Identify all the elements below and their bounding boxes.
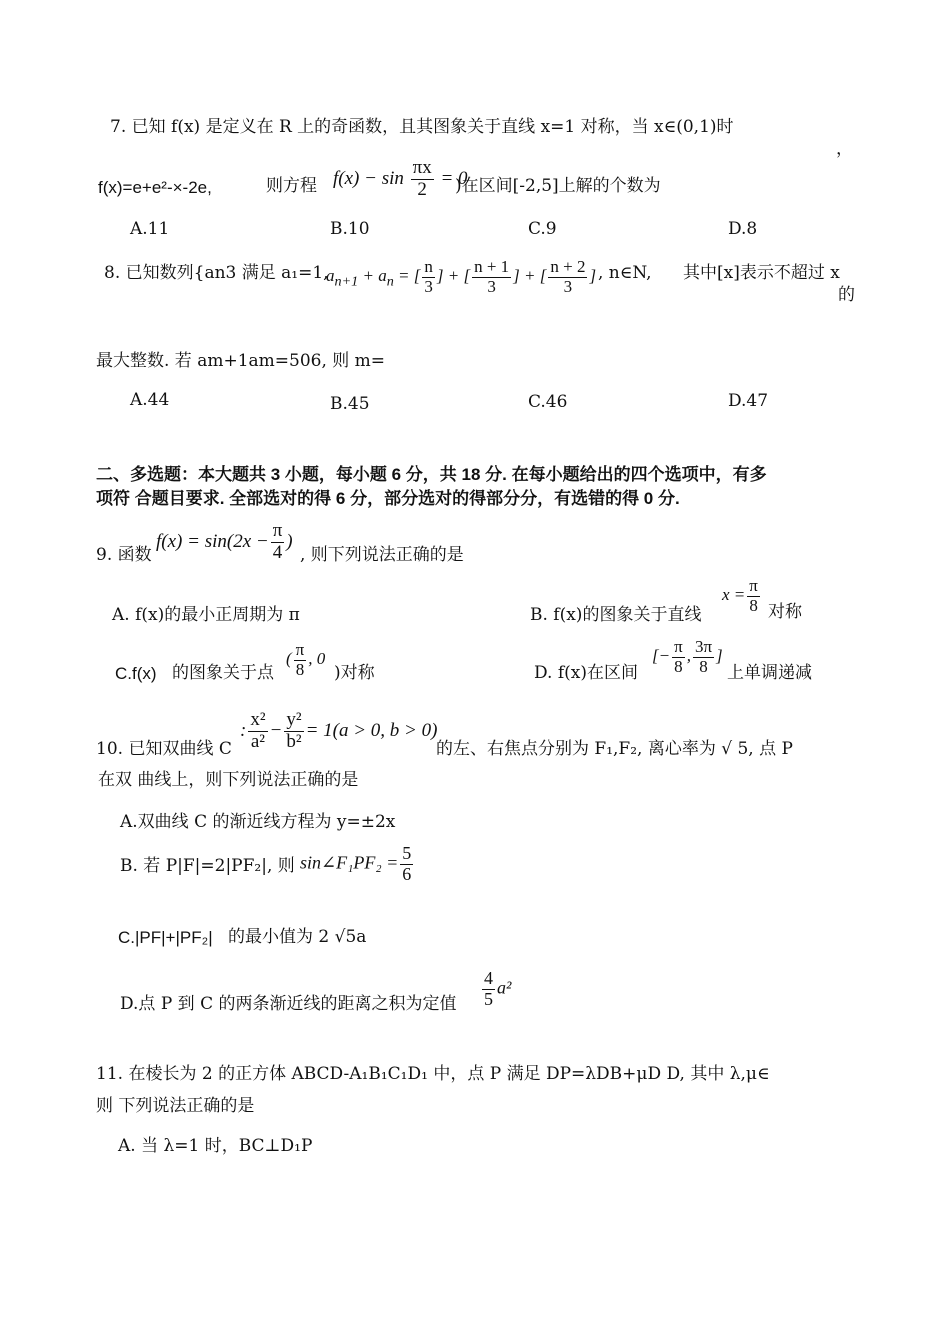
section2-instructions-line2: 项符 合题目要求. 全部选对的得 6 分，部分选对的得部分分，有选错的得 0 分. [96,489,680,508]
q9-f-end: ) [286,530,293,552]
q8-f-sub2: n [386,273,394,290]
q8-recurrence-formula [326,258,596,296]
q10-option-d-prefix: D.点 P 到 C 的两条渐近线的距离之积为定值 [120,994,457,1014]
q9-option-c-prefix: C.f(x) [115,664,157,683]
q9-d-close: ] [716,646,723,666]
q7-equation-prefix: 则方程 [266,176,317,196]
q8-option-a: A.44 [130,390,170,410]
q7-stem-line1: 7. 已知 f(x) 是定义在 R 上的奇函数，且其图象关于直线 x=1 对称，当 x∈(0,1)时 [110,117,734,137]
q8-f-num2: n + 1 [474,257,510,276]
q8-f-end: ] [589,266,597,286]
q8-option-b: B.45 [330,394,370,414]
q9-option-c-suffix: )对称 [334,663,375,683]
q7-eq-denominator: 2 [417,178,427,200]
q9-option-c-middle: 的图象关于点 [172,663,274,683]
q9-f-num: π [272,520,283,541]
q9-f-den: 4 [272,541,283,563]
q8-stem-line2: 最大整数. 若 am+1am=506, 则 m= [96,351,386,371]
q7-option-a: A.11 [130,219,170,239]
q9-d-num2: 3π [694,637,713,656]
q10-f-minus: − [269,719,283,741]
q10-option-c-prefix: C.|PF|+|PF₂| [118,928,213,947]
q7-function-definition: f(x)=e+e²-×-2e, [98,178,212,197]
q9-d-num1: π [674,637,683,656]
q8-f-den3: 3 [563,276,573,296]
q10-hyperbola-formula [240,710,437,753]
q9-option-d-prefix: D. f(x)在区间 [534,663,638,683]
q9-d-comma: , [686,646,691,666]
q8-condition: , n∈N, [598,263,652,283]
q8-f-num1: n [424,257,433,276]
q10-b-num: 5 [402,843,412,863]
q8-f-sub1: n+1 [334,273,359,290]
q10-d-den: 5 [484,988,493,1009]
q10-d-a: a² [497,977,512,998]
q9-f-lhs: f(x) = sin(2x − [156,530,269,552]
q10-f-num1: x² [250,709,266,730]
q9-d-open: [− [652,646,671,666]
q9-option-c-formula [286,641,325,679]
q8-option-d: D.47 [728,391,769,411]
q10-option-b-formula [300,844,415,885]
q9-option-d-suffix: 上单调递减 [727,663,812,683]
q10-b-math: sin∠F₁PF₂ = [300,852,399,873]
q9-option-b-formula [722,577,762,615]
q9-b-num: π [749,576,758,595]
q8-f-den2: 3 [487,276,496,296]
q10-f-den1: a² [250,730,265,752]
q10-prefix: 10. 已知双曲线 C [96,739,232,759]
q9-option-b-prefix: B. f(x)的图象关于直线 [530,605,702,625]
q9-option-d-formula [652,638,723,676]
q9-suffix: , 则下列说法正确的是 [300,545,464,565]
q8-f-plus1: ] + [ [436,266,471,286]
q11-option-a: A. 当 λ=1 时，BC⊥D₁P [118,1136,313,1156]
q10-option-a: A.双曲线 C 的渐近线方程为 y=±2x [120,812,396,832]
q8-f-mid: + a [358,266,387,286]
q9-d-den1: 8 [674,656,683,676]
q9-option-b-suffix: 对称 [768,602,802,622]
q8-stem-tail: 其中[x]表示不超过 x [683,263,840,283]
q7-equation-suffix: )在区间[-2,5]上解的个数为 [455,176,661,196]
q7-eq-rhs: = 0 [440,167,468,189]
q8-f-num3: n + 2 [550,257,586,276]
q7-comma: ， [836,139,853,159]
q9-c-comma: , 0 [308,649,326,669]
q10-d-num: 4 [484,968,493,988]
q9-option-a: A. f(x)的最小正周期为 π [112,605,300,625]
section2-instructions-line1: 二、多选题：本大题共 3 小题，每小题 6 分，共 18 分. 在每小题给出的四个选项中，有多 [96,465,767,484]
q10-option-b-prefix: B. 若 P|F|=2|PF₂|, 则 [120,856,295,876]
q11-stem-line1: 11. 在棱长为 2 的正方体 ABCD-A₁B₁C₁D₁ 中，点 P 满足 DP=λDB+μD D, 其中 λ,μ∈ [96,1064,770,1084]
q9-prefix: 9. 函数 [96,545,152,565]
q10-option-c-suffix: 的最小值为 2 √5a [228,927,367,947]
q11-stem-line2: 则 下列说法正确的是 [96,1096,255,1116]
q8-stem-tail2: 的 [838,285,855,305]
q7-option-c: C.9 [528,219,557,239]
q7-option-b: B.10 [330,219,370,239]
q8-f-plus2: ] + [ [513,266,547,286]
q8-stem-intro: 8. 已知数列{an3 满足 a₁=1, [104,263,329,283]
q10-f-colon: : [240,719,247,741]
q8-f-a: a [326,266,335,286]
q7-eq-numerator: πx [412,157,432,178]
q10-f-den2: b² [286,730,302,752]
q8-f-eq: = [ [393,266,421,286]
q9-c-num: π [295,640,305,659]
q10-option-d-formula [480,969,511,1010]
q10-f-rhs: = 1(a > 0, b > 0) [305,719,438,741]
q8-f-den1: 3 [424,276,433,296]
q7-eq-lhs: f(x) − sin [333,167,404,189]
q10-f-num2: y² [286,709,302,730]
q8-option-c: C.46 [528,392,568,412]
q9-d-den2: 8 [699,656,708,676]
q9-function-formula [156,521,293,564]
q9-c-open: ( [286,649,292,669]
q10-stem-line2: 在双 曲线上，则下列说法正确的是 [98,770,359,790]
q9-b-den: 8 [749,595,758,615]
q10-b-den: 6 [402,863,412,884]
q7-option-d: D.8 [728,219,758,239]
q9-c-den: 8 [295,659,305,679]
q7-equation-formula [333,158,468,201]
q9-b-x: x = [722,585,746,605]
q10-stem-suffix: 的左、右焦点分别为 F₁,F₂, 离心率为 √ 5, 点 P [436,739,793,759]
